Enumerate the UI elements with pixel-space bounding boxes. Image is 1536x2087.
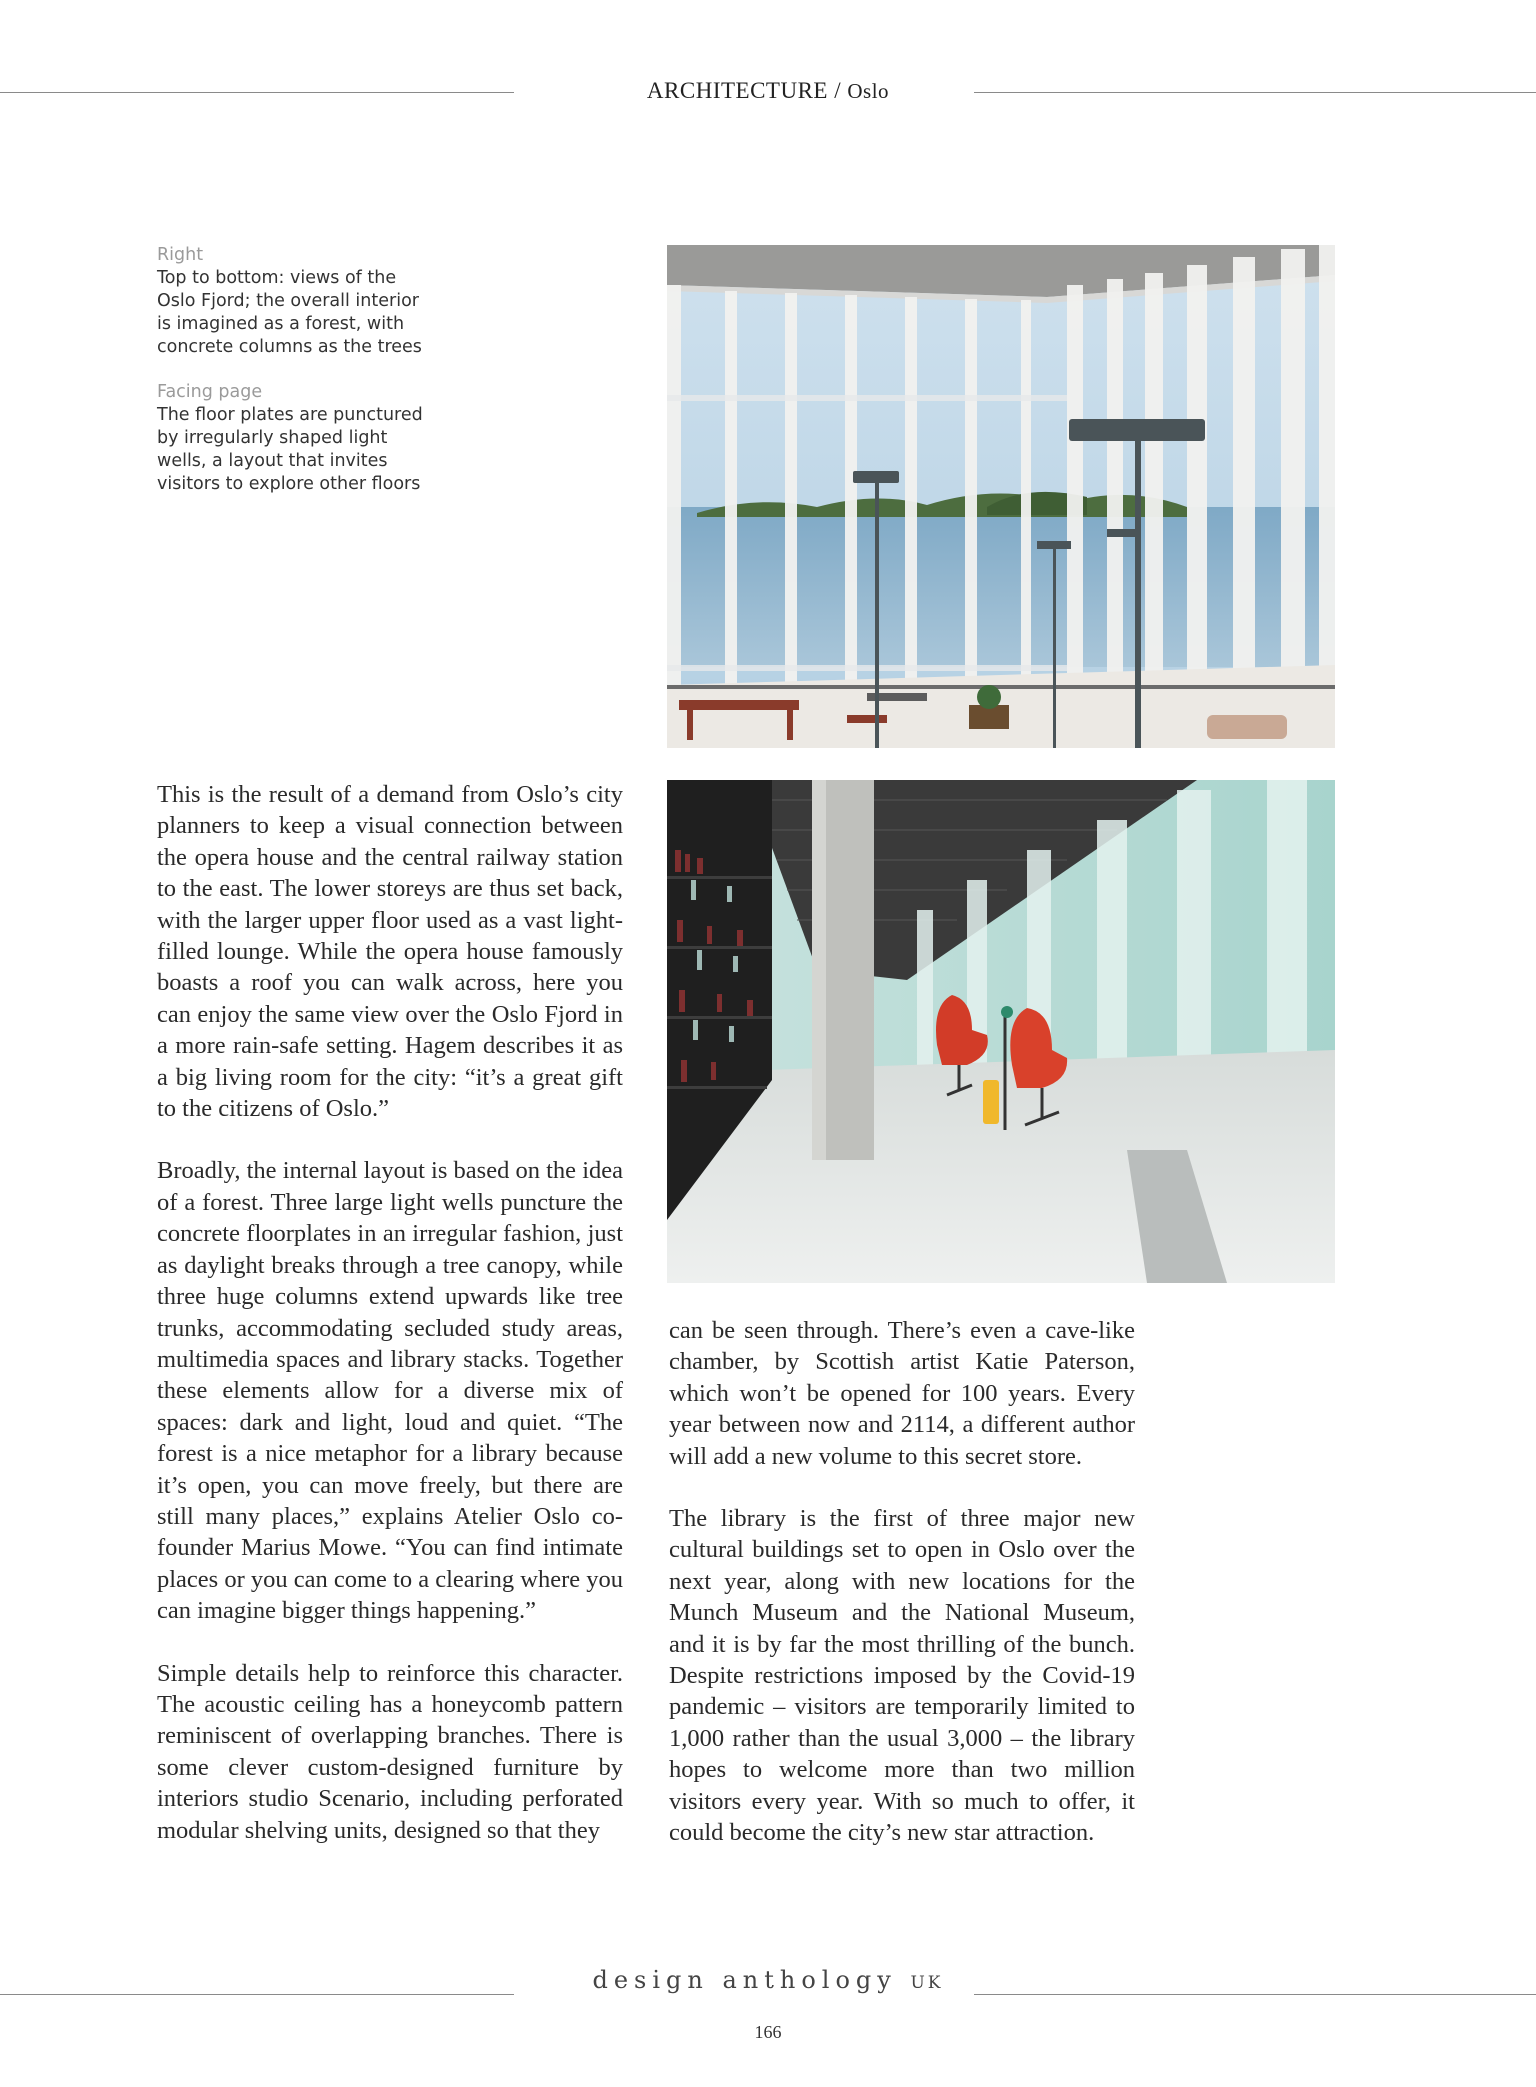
section-city: Oslo: [847, 79, 890, 103]
header-rule-right: [974, 92, 1536, 93]
header-rule-left: [0, 92, 514, 93]
header-separator: /: [827, 78, 848, 103]
brand-region: UK: [910, 1973, 944, 1993]
page-number: 166: [754, 2022, 782, 2042]
article-paragraph: The library is the first of three major new cultural buildings set to open in Oslo over the next year, along with new locations for the Munch Museum and the National Museum, and it is by far the most thrilling of the bunch. Despite restrictions imposed by the Covid-19 pandemic – visitors are temporarily limited to 1,000 rather than the usual 3,000 – the library hopes to welcome more than two million visitors every year. With so much to offer, it could become the city’s new star attraction.: [669, 1505, 1135, 1847]
article-paragraph: Simple details help to reinforce this character. The acoustic ceiling has a honeycomb pattern reminiscent of overlapping branches. There is some clever custom-designed furniture by interiors studio Scenario, including perforated modular shelving units, designed so that they: [157, 1659, 623, 1844]
caption-text: Top to bottom: views of the Oslo Fjord; the overall interior is imagined as a forest, with concrete columns as the trees: [157, 268, 422, 357]
article-left-column: [157, 779, 623, 1846]
article-right-column: [669, 1315, 1135, 1849]
caption-heading: Right: [157, 245, 204, 265]
article-paragraph: can be seen through. There’s even a cave-like chamber, by Scottish artist Katie Paterson, which won’t be opened for 100 years. Every year between now and 2114, a different author will add a new volume to this secret store.: [669, 1317, 1135, 1470]
footer-rule-right: [974, 1994, 1536, 1995]
caption-heading: Facing page: [157, 382, 263, 402]
caption-right: [157, 244, 427, 359]
library-interior-photo: [667, 780, 1335, 1283]
fjord-view-photo: [667, 245, 1335, 748]
section-name: ARCHITECTURE: [646, 78, 828, 103]
caption-facing-page: [157, 381, 427, 496]
brand-name: design anthology: [592, 1966, 897, 1994]
photo-captions: [157, 244, 427, 518]
article-paragraph: Broadly, the internal layout is based on the idea of a forest. Three large light wells puncture the concrete floorplates in an irregular fashion, just as daylight breaks through a tree canopy, while three huge columns extend upwards like tree trunks, accommodating secluded study areas, multimedia spaces and library stacks. Together these elements allow for a diverse mix of spaces: dark and light, loud and quiet. “The forest is a nice metaphor for a library because it’s open, you can move freely, but there are still many places,” explains Atelier Oslo co-founder Marius Mowe. “You can find intimate places or you can come to a clearing where you can imagine bigger things happening.”: [157, 1157, 623, 1625]
magazine-brand: [520, 1966, 1016, 1994]
section-header: [520, 78, 1016, 104]
article-paragraph: This is the result of a demand from Oslo’s city planners to keep a visual connection between the opera house and the central railway station to the east. The lower storeys are thus set back, with the larger upper floor used as a vast light-filled lounge. While the opera house famously boasts a roof you can walk across, here you can enjoy the same view over the Oslo Fjord in a more rain-safe setting. Hagem describes it as a big living room for the city: “it’s a great gift to the citizens of Oslo.”: [157, 781, 623, 1123]
caption-text: The floor plates are punctured by irregularly shaped light wells, a layout that invites visitors to explore other floors: [157, 405, 423, 494]
footer-rule-left: [0, 1994, 514, 1995]
